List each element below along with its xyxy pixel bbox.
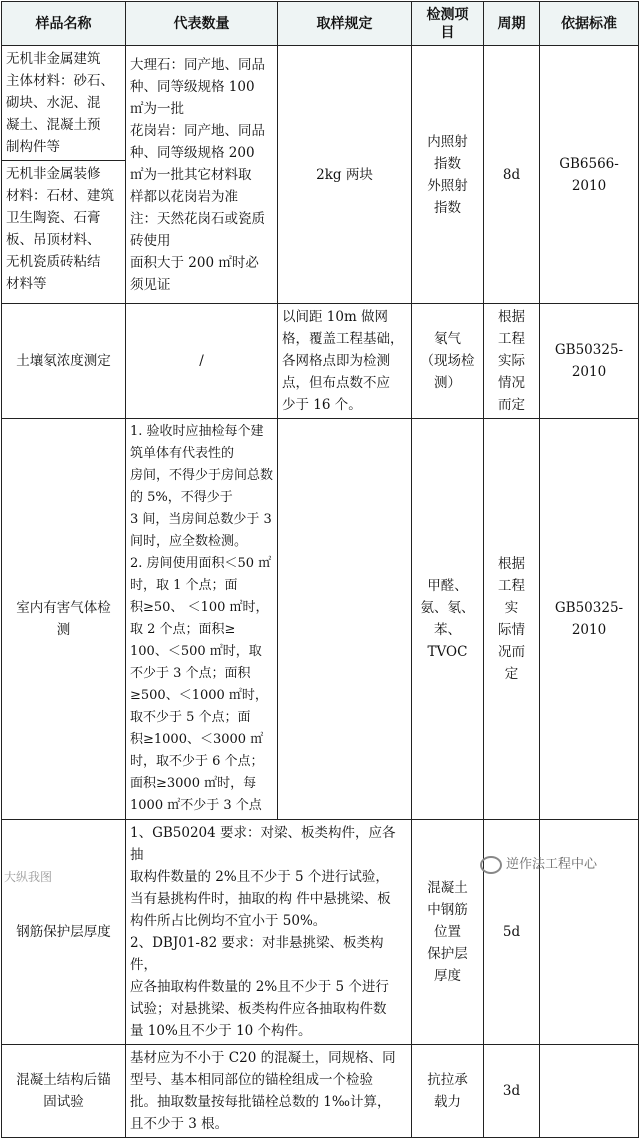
period-cell: 5d: [484, 820, 540, 1045]
sampling-rule-cell: [278, 419, 412, 820]
sample-name-decorative: 无机非金属装修 材料：石材、建筑 卫生陶瓷、石膏 板、吊顶材料、 无机瓷质砖粘结 材料等: [6, 166, 114, 292]
sample-name-cell: 土壤氡浓度测定: [2, 304, 126, 419]
period-cell: 根据 工程 实 际情 况而 定: [484, 419, 540, 820]
header-sample-name: 样品名称: [2, 2, 126, 46]
test-item-cell: 抗拉承 载力: [412, 1045, 484, 1138]
sampling-table: [1, 1, 639, 1138]
period-cell: 根据 工程 实际 情况 而定: [484, 304, 540, 419]
test-item-cell: 甲醛、 氨、氡、 苯、TVOC: [412, 419, 484, 820]
quantity-cell: 1、GB50204 要求：对梁、板类构件，应各抽 取构件数量的 2%且不少于 5 个进行试验， 当有悬挑构件时，抽取的构 件中悬挑梁、板 构件所占比例均不宜小于 50%。 2、DBJ01-82 要求：对非悬挑梁、板类构件， 应各抽取构件数量的 2%且不少于 5 个进行 试验；对悬挑梁、板类构件应各抽取构件数 量 10%且不少于 10 个构件。: [126, 820, 412, 1045]
test-item-cell: 内照射 指数 外照射 指数: [412, 46, 484, 304]
table-row: [2, 46, 639, 304]
period-cell: 8d: [484, 46, 540, 304]
sample-name-cell: 混凝土结构后锚 固试验: [2, 1045, 126, 1138]
standard-cell: GB50325-2010: [540, 304, 639, 419]
quantity-cell: 大理石：同产地、同品 种、同等级规格 100 ㎡为一批 花岗岩：同产地、同品 种、同等级规格 200 ㎡为一批其它材料取 样都以花岗岩为准 注：天然花岗石或瓷质 砖使用 面积大于 200 ㎡时必 须见证: [126, 46, 278, 304]
sample-name-structural: 无机非金属建筑 主体材料：砂石、 砌块、水泥、混 凝土、混凝土预 制构件等: [2, 46, 125, 161]
table-row: [2, 304, 639, 419]
header-quantity: 代表数量: [126, 2, 278, 46]
standard-cell: GB6566-2010: [540, 46, 639, 304]
header-standard: 依据标准: [540, 2, 639, 46]
sample-name-cell: [2, 46, 126, 304]
quantity-cell: 1. 验收时应抽检每个建筑单体有代表性的 房间，不得少于房间总数的 5%，不得少于 3 间，当房间总数少于 3 间时，应全数检测。 2. 房间使用面积＜50 ㎡时，取 1 个点；面 积≥50、 ＜100 ㎡时，取 2 个点；面积≥ 100、＜500 ㎡时，取不少于 3 个点；面积 ≥500、＜1000 ㎡时，取不少于 5 个点；面 积≥1000、＜3000 ㎡时，取不少于 6 个点； 面积≥3000 ㎡时，每 1000 ㎡不少于 3 个点: [126, 419, 278, 820]
table-header-row: [2, 2, 639, 46]
table-row: [2, 419, 639, 820]
sampling-rule-cell: 2kg 两块: [278, 46, 412, 304]
quantity-cell: /: [126, 304, 278, 419]
standard-cell: GB50325-2010: [540, 419, 639, 820]
header-test-item: 检测项 目: [412, 2, 484, 46]
standard-cell: [540, 1045, 639, 1138]
quantity-cell: 基材应为不小于 C20 的混凝土，同规格、同 型号、基本相同部位的锚栓组成一个检验 批。抽取数量按每批锚栓总数的 1‰计算， 且不少于 3 根。: [126, 1045, 412, 1138]
header-period: 周期: [484, 2, 540, 46]
sample-name-cell: 钢筋保护层厚度: [2, 820, 126, 1045]
sampling-rule-cell: 以间距 10m 做网 格，覆盖工程基础， 各网格点即为检测 点，但布点数不应 少于 16 个。: [278, 304, 412, 419]
watermark-left: 大纵我图: [4, 870, 53, 884]
wechat-icon: [480, 856, 502, 874]
table-row: [2, 1045, 639, 1138]
watermark-right-text: 逆作法工程中心: [506, 857, 598, 872]
watermark-right: [480, 853, 597, 874]
sample-name-cell: 室内有害气体检 测: [2, 419, 126, 820]
period-cell: 3d: [484, 1045, 540, 1138]
test-item-cell: 混凝土 中钢筋 位置 保护层 厚度: [412, 820, 484, 1045]
header-sampling-rule: 取样规定: [278, 2, 412, 46]
test-item-cell: 氡气 （现场检 测）: [412, 304, 484, 419]
